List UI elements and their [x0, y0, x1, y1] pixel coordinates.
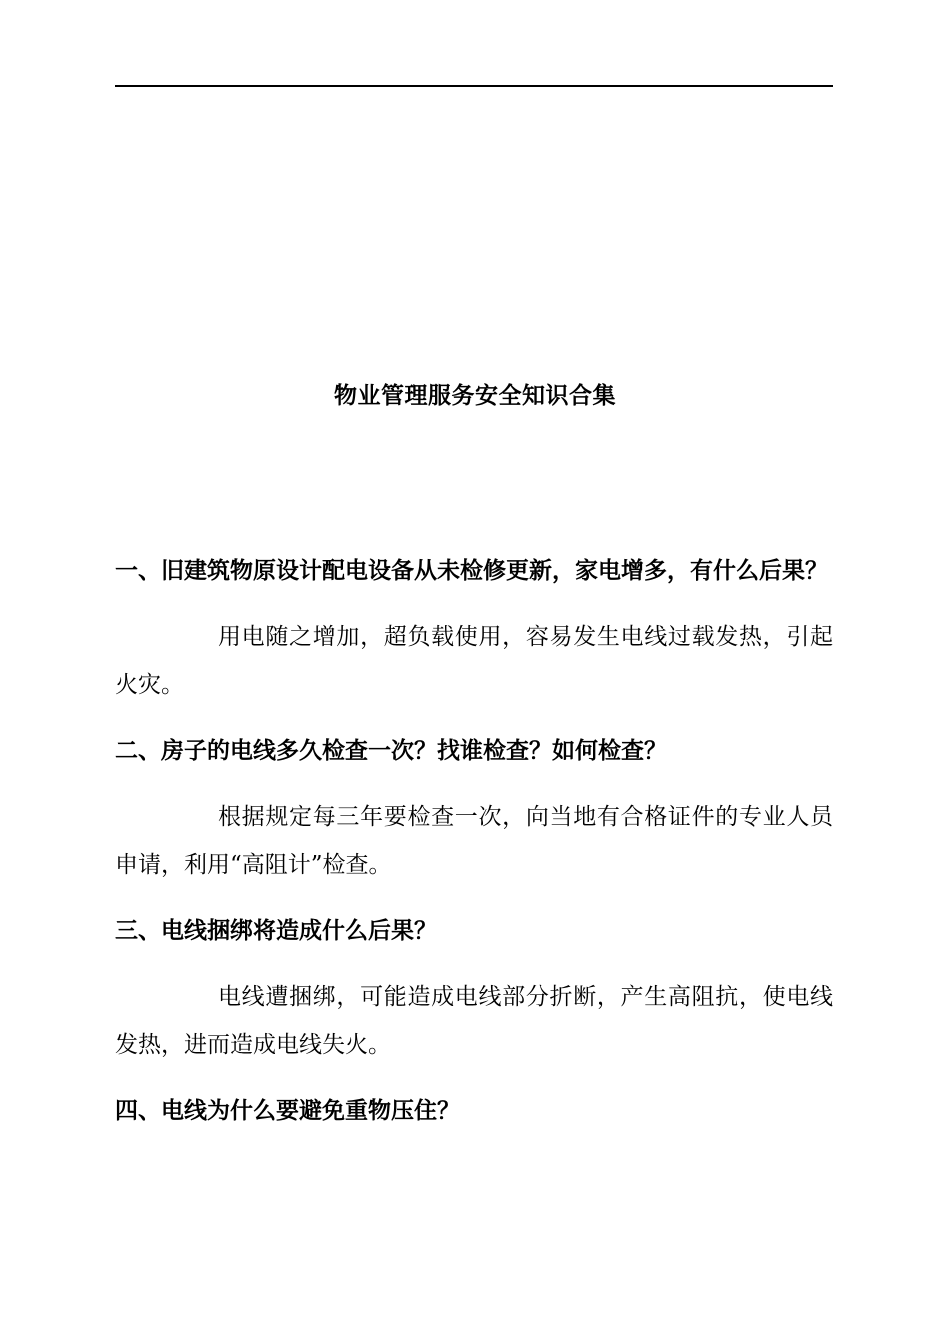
spacer [115, 955, 833, 973]
spacer [115, 889, 833, 907]
header-rule [115, 85, 833, 87]
answer-2: 根据规定每三年要检查一次，向当地有合格证件的专业人员申请，利用“高阻计”检查。 [115, 804, 833, 878]
document-body [115, 547, 833, 1135]
question-4: 四、电线为什么要避免重物压住？ [115, 1097, 460, 1124]
question-3: 三、电线捆绑将造成什么后果？ [115, 917, 437, 944]
question-2: 二、房子的电线多久检查一次？找谁检查？如何检查？ [115, 737, 667, 764]
spacer [115, 1069, 833, 1087]
spacer [115, 595, 833, 613]
answer-3: 电线遭捆绑，可能造成电线部分折断，产生高阻抗，使电线发热，进而造成电线失火。 [115, 984, 833, 1058]
spacer [115, 709, 833, 727]
document-title: 物业管理服务安全知识合集 [334, 382, 616, 409]
question-1: 一、旧建筑物原设计配电设备从未检修更新，家电增多，有什么后果？ [115, 557, 828, 584]
answer-1: 用电随之增加，超负载使用，容易发生电线过载发热，引起火灾。 [115, 624, 833, 698]
spacer [115, 775, 833, 793]
